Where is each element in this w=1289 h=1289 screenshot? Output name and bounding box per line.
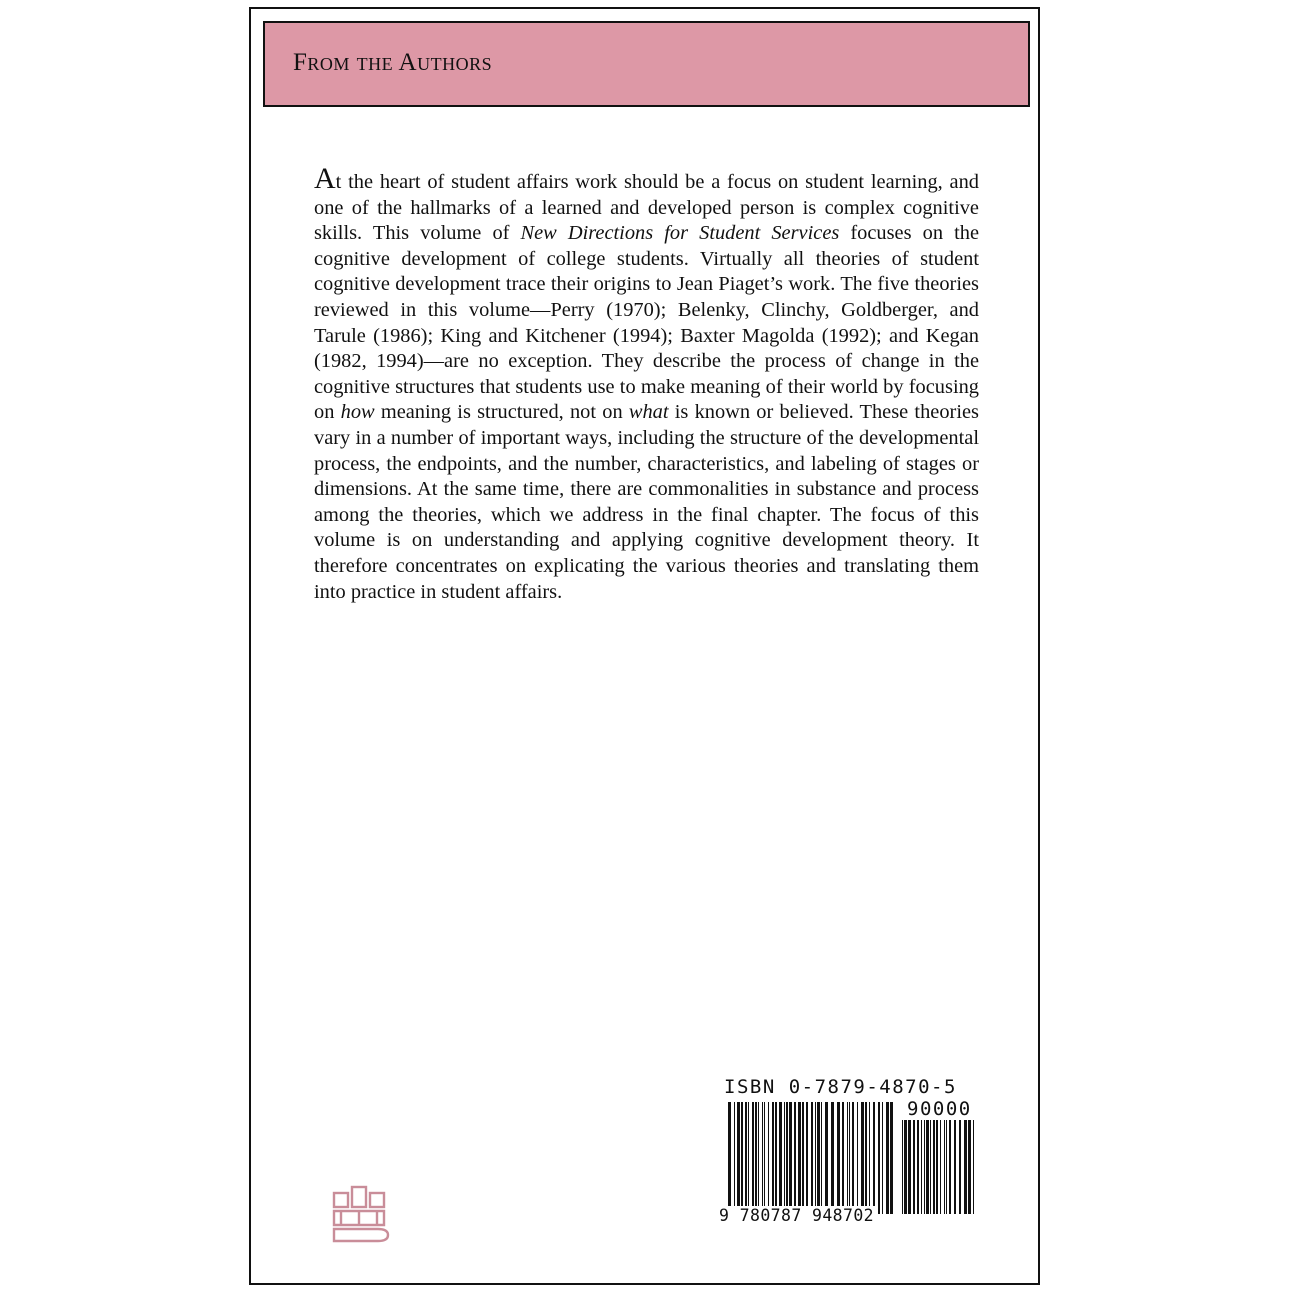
barcode-bar (772, 1102, 774, 1214)
barcode-bar (831, 1102, 834, 1214)
barcode-bar (847, 1102, 848, 1214)
barcode-bar (741, 1102, 743, 1214)
page-title: From the Authors (293, 49, 493, 76)
barcode-bar (842, 1102, 844, 1214)
barcode-bar (798, 1102, 801, 1214)
barcode-bar (789, 1102, 792, 1214)
body-segment: t the heart of student affairs work should be a focus on student learning, and one of the hallmarks of a learned and developed person is complex cognitive skills. This volume of (314, 171, 979, 245)
barcode-bar (734, 1102, 735, 1214)
body-segment-italic: what (628, 401, 669, 424)
barcode-bar (737, 1102, 740, 1214)
header-band (263, 21, 1030, 107)
barcode-bar (869, 1102, 870, 1214)
barcode-bar (886, 1102, 889, 1214)
barcode-bar (908, 1120, 911, 1214)
barcode-bar (902, 1120, 903, 1214)
barcode-bar (926, 1120, 929, 1214)
drop-cap: A (314, 162, 336, 195)
barcode-bar (852, 1102, 854, 1214)
barcode-bar (768, 1102, 769, 1214)
barcode-bar (933, 1120, 935, 1214)
barcode-bar (878, 1102, 880, 1214)
barcode-bar (815, 1102, 816, 1214)
barcode-bar (968, 1120, 971, 1214)
barcode-bar (921, 1120, 922, 1214)
barcode-bar (946, 1120, 947, 1214)
barcode-bar (964, 1120, 967, 1214)
body-segment-italic: New Directions for Student Services (520, 222, 840, 245)
barcode-bar (913, 1120, 915, 1214)
price-code: 90000 (907, 1098, 972, 1120)
barcode-bar (904, 1120, 907, 1214)
barcode-bar (890, 1102, 893, 1214)
barcode-bar (745, 1102, 747, 1214)
barcode-bar (802, 1102, 804, 1214)
barcode-bar (837, 1102, 840, 1214)
barcode-bar (944, 1120, 945, 1214)
publisher-logo-icon (330, 1185, 391, 1243)
barcode-bar (779, 1102, 782, 1214)
barcode-bar (758, 1102, 759, 1214)
barcode-bar (762, 1102, 763, 1214)
barcode-bar (821, 1102, 822, 1214)
body-segment: is known or believed. These theories vary in a number of important ways, including the structure of the developmental process, the endpoints, and the number, characteristics, and labeling of stages or dimensions. At the same time, there are commonalities in substance and process among the theories, which we address in the final chapter. The focus of this volume is on understanding and applying cognitive development theory. It therefore concentrates on explicating the various theories and translating them into practice in student affairs. (314, 401, 979, 603)
barcode-bar (949, 1120, 951, 1214)
barcode-bar (924, 1120, 925, 1214)
ean-barcode (728, 1102, 894, 1214)
barcode-bar (825, 1102, 828, 1214)
barcode-bar (794, 1102, 796, 1214)
barcode-bar (857, 1102, 858, 1214)
barcode-bar (882, 1102, 883, 1214)
barcode-bar (873, 1102, 875, 1214)
barcode-bar (865, 1102, 867, 1214)
barcode-bar (806, 1102, 808, 1214)
barcode-bar (728, 1102, 731, 1214)
barcode-bar (861, 1102, 864, 1214)
barcode-bar (786, 1102, 788, 1214)
barcode-bar (954, 1120, 956, 1214)
barcode-bar (811, 1102, 813, 1214)
barcode-bar (849, 1102, 850, 1214)
barcode-bar (755, 1102, 757, 1214)
isbn-label: ISBN 0-7879-4870-5 (724, 1076, 957, 1098)
back-cover (249, 7, 1040, 1285)
price-addon-barcode (902, 1120, 978, 1214)
barcode-bar (775, 1102, 777, 1214)
barcode-bar (930, 1120, 931, 1214)
barcode-bar (748, 1102, 749, 1214)
barcode-bar (752, 1102, 754, 1214)
barcode-bar (940, 1120, 941, 1214)
barcode-bar (973, 1120, 974, 1214)
body-segment: focuses on the cognitive development of college students. Virtually all theories of student cognitive development trace their origins to Jean Piaget’s work. The five theories reviewed in this volume—Perry (1970); Belenky, Clinchy, Goldberger, and Tarule (1986); King and Kitchener (1994); Baxter Magolda (1992); and Kegan (1982, 1994)—are no exception. They describe the process of change in the cognitive structures that students use to make meaning of their world by focusing on (314, 222, 980, 424)
barcode-bar (817, 1102, 820, 1214)
barcode-bar (784, 1102, 785, 1214)
barcode-bar (764, 1102, 765, 1214)
barcode-bar (959, 1120, 961, 1214)
body-segment-italic: how (340, 401, 375, 424)
ean-digits: 9 780787 948702 (719, 1206, 875, 1225)
barcode-bar (917, 1120, 919, 1214)
body-paragraph (314, 162, 980, 605)
barcode-bar (936, 1120, 938, 1214)
body-segment: meaning is structured, not on (374, 401, 629, 424)
